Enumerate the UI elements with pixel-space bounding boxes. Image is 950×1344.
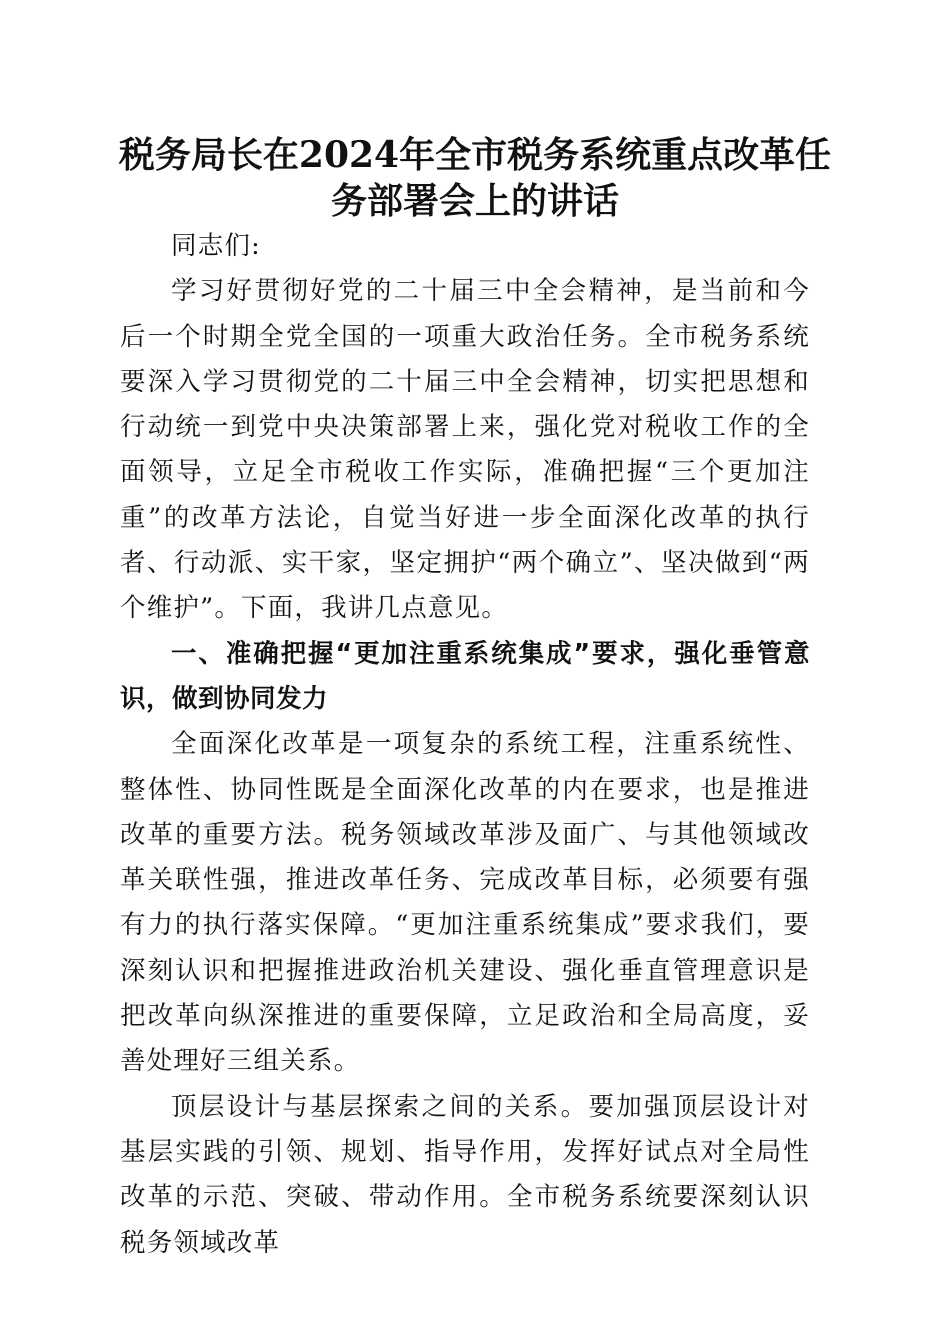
document-body [120, 224, 810, 1266]
title-line-2: 务部署会上的讲话 [330, 180, 619, 222]
title-line-1: 税务局长在2024年全市税务系统重点改革任 [118, 134, 832, 176]
salutation: 同志们: [171, 231, 261, 261]
paragraph-section-1: 全面深化改革是一项复杂的系统工程，注重系统性、整体性、协同性既是全面深化改革的内在要求，也是推进改革的重要方法。税务领域改革涉及面广、与其他领域改革关联性强，推进改革任务、完成改革目标，必须要有强有力的执行落实保障。“更加注重系统集成”要求我们，要深刻认识和把握推进政治机关建设、强化垂直管理意识是把改革向纵深推进的重要保障，立足政治和全局高度，妥善处理好三组关系。 [120, 729, 810, 1077]
document-title [100, 132, 850, 224]
paragraph-intro: 学习好贯彻好党的二十届三中全会精神，是当前和今后一个时期全党全国的一项重大政治任务。全市税务系统要深入学习贯彻党的二十届三中全会精神，切实把思想和行动统一到党中央决策部署上来，强化党对税收工作的全面领导，立足全市税收工作实际，准确把握“三个更加注重”的改革方法论，自觉当好进一步全面深化改革的执行者、行动派、实干家，坚定拥护“两个确立”、坚决做到“两个维护”。下面，我讲几点意见。 [120, 276, 810, 624]
section-heading-1: 一、准确把握“更加注重系统集成”要求，强化垂管意识，做到协同发力 [120, 638, 810, 714]
paragraph-relations: 顶层设计与基层探索之间的关系。要加强顶层设计对基层实践的引领、规划、指导作用，发挥好试点对全局性改革的示范、突破、带动作用。全市税务系统要深刻认识税务领域改革 [120, 1091, 810, 1258]
